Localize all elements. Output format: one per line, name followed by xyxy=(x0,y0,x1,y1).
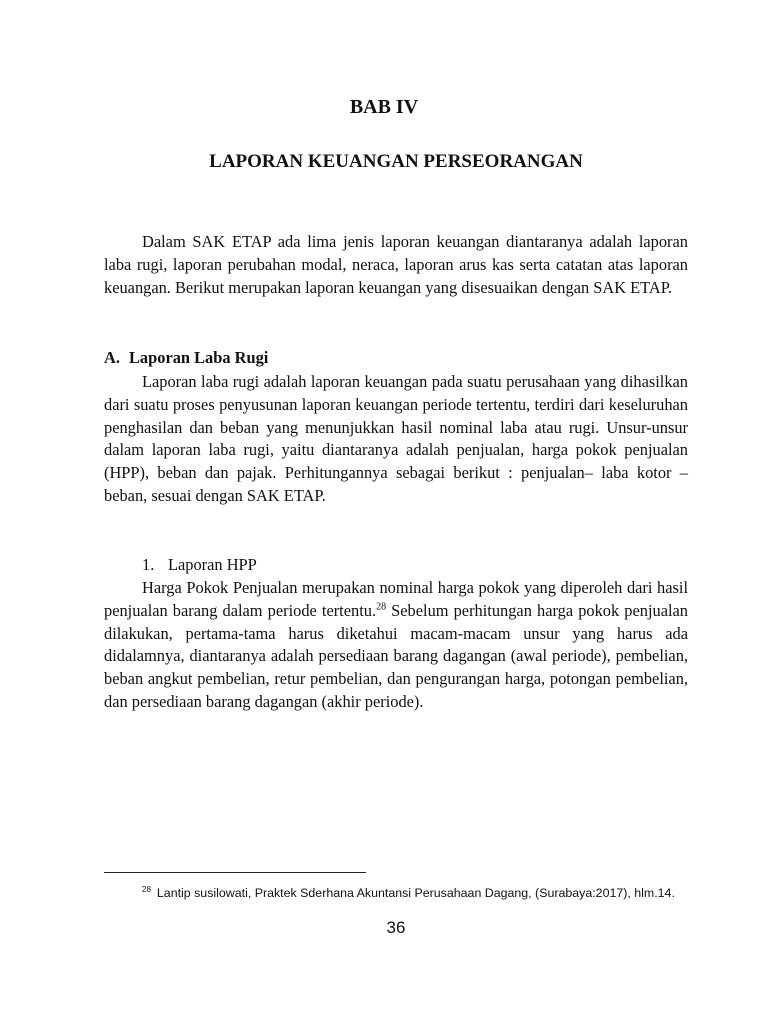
chapter-label: BAB IV xyxy=(349,96,419,118)
intro-paragraph: Dalam SAK ETAP ada lima jenis laporan keuangan diantaranya adalah laporan laba rugi, laporan perubahan modal, neraca, laporan arus kas serta catatan atas laporan keuangan. Berikut merupakan laporan keuangan yang disesuaikan dengan SAK ETAP. xyxy=(104,232,688,297)
subsection-heading-text: Laporan HPP xyxy=(168,555,257,574)
subsection-number: 1. xyxy=(142,555,155,574)
section-heading xyxy=(104,347,268,370)
footnote-mark: 28 xyxy=(142,885,151,894)
footnote-divider xyxy=(104,872,366,873)
footnote-reference: 28 xyxy=(376,601,387,613)
footnote-text: Lantip susilowati, Praktek Sderhana Akuntansi Perusahaan Dagang, (Surabaya:2017), hlm.14. xyxy=(156,886,675,900)
subsection-paragraph-part2: Sebelum perhitungan harga pokok penjualan dilakukan, pertama-tama harus diketahui macam-macam unsur yang harus ada didalamnya, diantaranya adalah persediaan barang dagangan (awal periode), pembelian, beban angkut pembelian, retur pembelian, dan pengurangan harga, potongan pembelian, dan persediaan barang dagangan (akhir periode). xyxy=(104,600,688,711)
subsection-paragraph-part1: Harga Pokok Penjualan merupakan nominal harga pokok yang diperoleh dari hasil penjualan barang dalam periode tertentu. xyxy=(104,578,688,620)
chapter-title: LAPORAN KEUANGAN PERSEORANGAN xyxy=(209,151,583,172)
section-heading-text: Laporan Laba Rugi xyxy=(129,348,269,367)
page-number: 36 xyxy=(386,918,406,937)
section-paragraph: Laporan laba rugi adalah laporan keuangan pada suatu perusahaan yang dihasilkan dari suatu proses penyusunan laporan keuangan periode tertentu, terdiri dari keseluruhan penghasilan dan beban yang menunjukkan hasil nominal laba atau rugi. Unsur-unsur dalam laporan laba rugi, yaitu diantaranya adalah penjualan, harga pokok penjualan (HPP), beban dan pajak. Perhitungannya sebagai berikut : penjualan– laba kotor – beban, sesuai dengan SAK ETAP. xyxy=(104,372,688,505)
subsection-paragraph xyxy=(104,577,688,714)
subsection-heading xyxy=(142,554,257,577)
section-letter: A. xyxy=(104,348,120,367)
footnote xyxy=(104,880,690,903)
